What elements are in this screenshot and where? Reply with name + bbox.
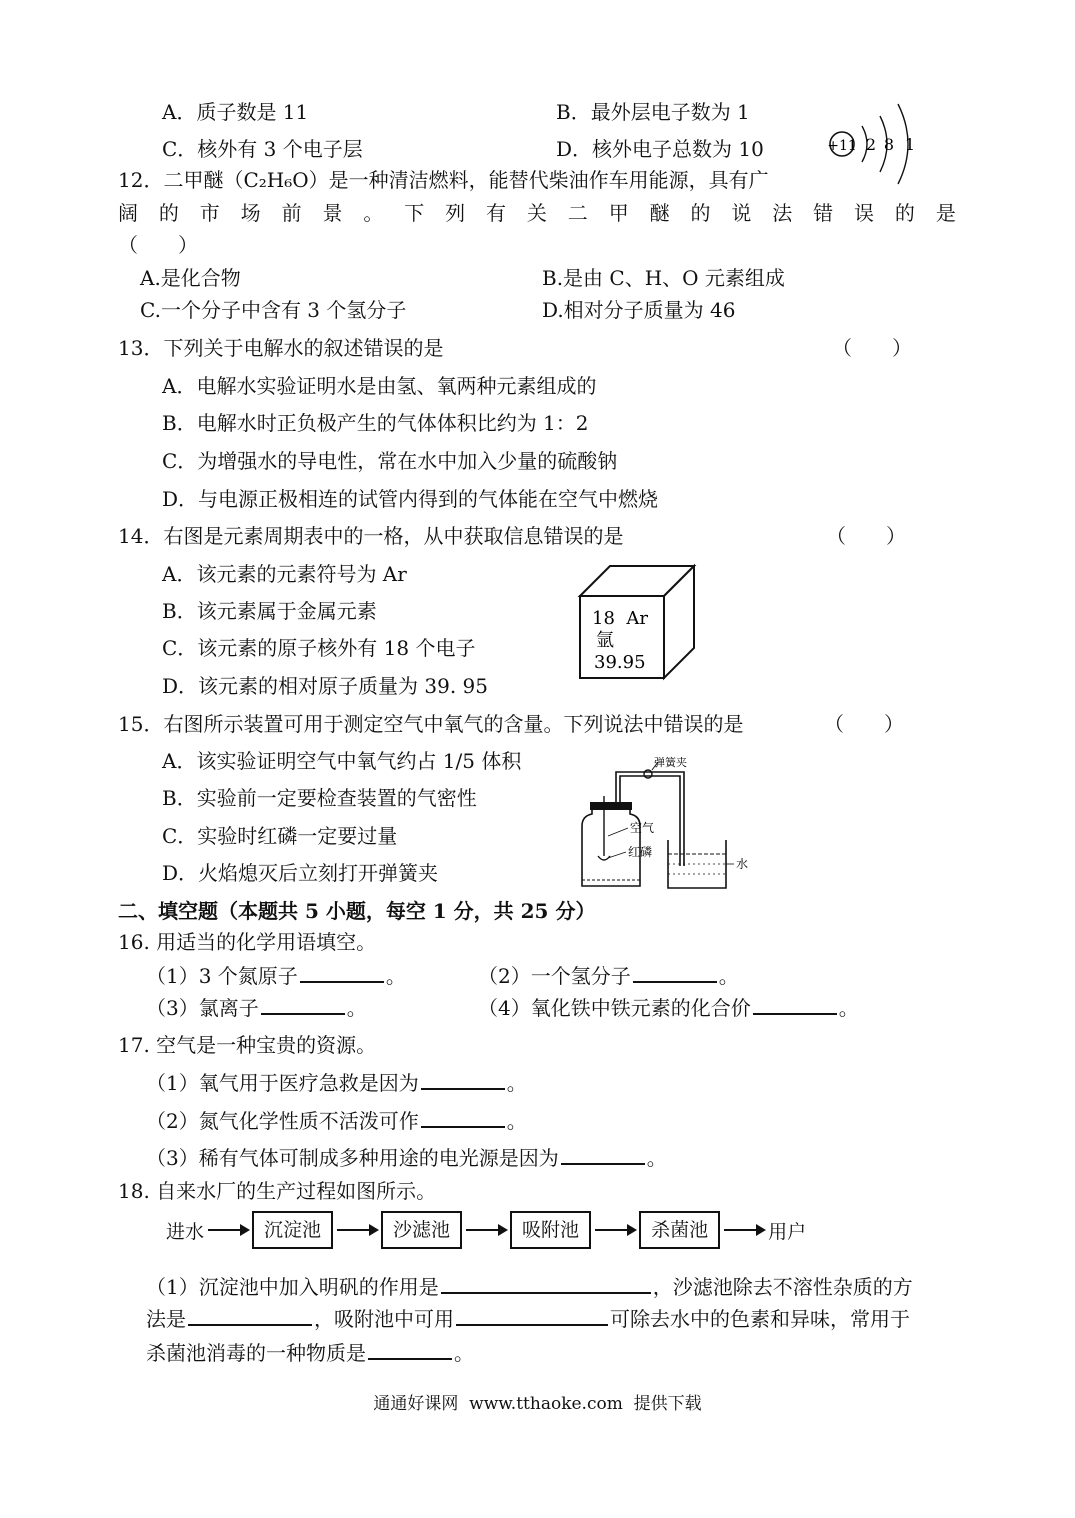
q16-item-4-text: （4）氧化铁中铁元素的化合价 bbox=[478, 996, 751, 1020]
q12-option-a: A.是化合物 bbox=[140, 266, 241, 290]
answer-blank[interactable] bbox=[188, 1304, 312, 1326]
q14-answer-paren: （ ） bbox=[826, 524, 906, 548]
q18-line-1-a: （1）沉淀池中加入明矾的作用是 bbox=[146, 1275, 439, 1299]
q18-line-1-b: ，沙滤池除去不溶性杂质的方 bbox=[652, 1275, 913, 1299]
q12-char: 关 bbox=[526, 201, 547, 225]
answer-blank[interactable] bbox=[561, 1143, 645, 1165]
page-footer: 通通好课网 www.tthaoke.com 提供下载 bbox=[373, 1394, 702, 1414]
q12-char: 的 bbox=[894, 201, 915, 225]
q15-option-b: B．实验前一定要检查装置的气密性 bbox=[162, 786, 477, 810]
flow-arrow bbox=[337, 1229, 377, 1231]
q16-item-2-text: （2）一个氢分子 bbox=[478, 964, 631, 988]
q16-item-4 bbox=[478, 993, 859, 1022]
q12-char: 景 bbox=[322, 201, 343, 225]
q12-char: 二 bbox=[567, 201, 588, 225]
q13-answer-paren: （ ） bbox=[832, 336, 912, 360]
q16-item-1-text: （1）3 个氮原子 bbox=[146, 964, 298, 988]
q12-char: 前 bbox=[281, 201, 302, 225]
answer-blank[interactable] bbox=[421, 1068, 505, 1090]
flow-step-sedimentation: 沉淀池 bbox=[252, 1211, 333, 1249]
q15-option-d: D．火焰熄灭后立刻打开弹簧夹 bbox=[162, 861, 439, 885]
q12-char: 法 bbox=[772, 201, 793, 225]
q17-item-1 bbox=[146, 1068, 527, 1097]
oxygen-measurement-apparatus bbox=[576, 756, 756, 892]
element-name: 氩 bbox=[596, 630, 614, 651]
water-process-flowchart bbox=[166, 1211, 806, 1249]
answer-blank[interactable] bbox=[421, 1106, 505, 1128]
flow-step-sand-filter: 沙滤池 bbox=[381, 1211, 462, 1249]
q18-line-2 bbox=[146, 1304, 910, 1333]
q16-item-3-text: （3）氯离子 bbox=[146, 996, 259, 1020]
section-title: 二、填空题（本题共 5 小题，每空 1 分，共 25 分） bbox=[118, 899, 596, 923]
answer-blank[interactable] bbox=[261, 993, 345, 1015]
q17-item-1-text: （1）氧气用于医疗急救是因为 bbox=[146, 1071, 419, 1095]
q12-char: 误 bbox=[854, 201, 875, 225]
q12-char: 下 bbox=[404, 201, 425, 225]
q12-char: 甲 bbox=[608, 201, 629, 225]
q12-char: 的 bbox=[158, 201, 179, 225]
q12-char: 场 bbox=[240, 201, 261, 225]
q16-item-2 bbox=[478, 961, 739, 990]
q16-stem: 16. 用适当的化学用语填空。 bbox=[118, 930, 377, 954]
q17-item-3 bbox=[146, 1143, 667, 1172]
air-label: 空气 bbox=[630, 821, 655, 835]
q18-line-1 bbox=[146, 1272, 913, 1301]
q17-item-1-end: 。 bbox=[506, 1071, 527, 1095]
q12-char: 是 bbox=[935, 201, 956, 225]
q18-line-2-c: 可除去水中的色素和异味，常用于 bbox=[610, 1307, 910, 1331]
q11-option-b: B．最外层电子数为 1 bbox=[556, 100, 750, 124]
flow-arrow bbox=[466, 1229, 506, 1231]
q16-item-3-end: 。 bbox=[346, 996, 367, 1020]
q16-item-1-end: 。 bbox=[385, 964, 406, 988]
q17-item-2-text: （2）氮气化学性质不活泼可作 bbox=[146, 1109, 419, 1133]
q12-stem-justified bbox=[118, 199, 956, 227]
answer-blank[interactable] bbox=[300, 961, 384, 983]
q16-item-2-end: 。 bbox=[718, 964, 739, 988]
q14-option-d: D．该元素的相对原子质量为 39. 95 bbox=[162, 674, 489, 698]
answer-blank[interactable] bbox=[456, 1304, 608, 1326]
q13-option-c: C．为增强水的导电性，常在水中加入少量的硫酸钠 bbox=[162, 449, 618, 473]
phosphorus-label: 红磷 bbox=[628, 845, 653, 859]
q12-char: 的 bbox=[690, 201, 711, 225]
atom-nucleus-charge: +11 bbox=[827, 138, 857, 154]
clamp-label: 弹簧夹 bbox=[654, 756, 687, 769]
q15-answer-paren: （ ） bbox=[824, 712, 904, 736]
flow-step-adsorption: 吸附池 bbox=[510, 1211, 591, 1249]
q11-option-d: D．核外电子总数为 10 bbox=[556, 137, 764, 161]
atom-shell-2: 8 bbox=[883, 135, 895, 154]
q14-stem: 14．右图是元素周期表中的一格，从中获取信息错误的是 bbox=[118, 524, 624, 548]
q18-line-2-b: ，吸附池中可用 bbox=[314, 1307, 454, 1331]
q17-item-2 bbox=[146, 1106, 527, 1135]
q18-line-3-a: 杀菌池消毒的一种物质是 bbox=[146, 1341, 366, 1365]
q12-char: 列 bbox=[445, 201, 466, 225]
q12-char: 说 bbox=[731, 201, 752, 225]
q17-item-2-end: 。 bbox=[506, 1109, 527, 1133]
atom-shell-3: 1 bbox=[904, 135, 916, 154]
q16-item-3 bbox=[146, 993, 367, 1022]
q17-item-3-end: 。 bbox=[646, 1146, 667, 1170]
q12-char: 。 bbox=[363, 201, 384, 225]
q12-char: 醚 bbox=[649, 201, 670, 225]
q12-option-d: D.相对分子质量为 46 bbox=[542, 298, 736, 322]
q12-char: 错 bbox=[813, 201, 834, 225]
q11-option-c: C．核外有 3 个电子层 bbox=[162, 137, 363, 161]
element-mass: 39.95 bbox=[594, 652, 646, 673]
q14-option-b: B．该元素属于金属元素 bbox=[162, 599, 377, 623]
q12-option-c: C.一个分子中含有 3 个氢分子 bbox=[140, 298, 407, 322]
q17-stem: 17. 空气是一种宝贵的资源。 bbox=[118, 1033, 377, 1057]
q15-stem: 15．右图所示装置可用于测定空气中氧气的含量。下列说法中错误的是 bbox=[118, 712, 744, 736]
water-label: 水 bbox=[736, 857, 749, 871]
q15-option-a: A．该实验证明空气中氧气约占 1/5 体积 bbox=[162, 749, 522, 773]
answer-blank[interactable] bbox=[441, 1272, 651, 1294]
q13-option-a: A．电解水实验证明水是由氢、氧两种元素组成的 bbox=[162, 374, 597, 398]
q12-char: 阔 bbox=[118, 201, 138, 225]
q11-option-a: A．质子数是 11 bbox=[162, 100, 309, 124]
q12-stem: 12．二甲醚（C₂H₆O）是一种清洁燃料，能替代柴油作车用能源，具有广 bbox=[118, 168, 769, 192]
flow-step-disinfection: 杀菌池 bbox=[639, 1211, 720, 1249]
atom-shell-1: 2 bbox=[865, 135, 877, 154]
element-number-symbol: 18 Ar bbox=[592, 608, 648, 629]
q18-stem: 18. 自来水厂的生产过程如图所示。 bbox=[118, 1179, 437, 1203]
q17-item-3-text: （3）稀有气体可制成多种用途的电光源是因为 bbox=[146, 1146, 559, 1170]
answer-blank[interactable] bbox=[633, 961, 717, 983]
q16-item-1 bbox=[146, 961, 406, 990]
q13-stem: 13．下列关于电解水的叙述错误的是 bbox=[118, 336, 444, 360]
flow-arrow bbox=[724, 1229, 764, 1231]
flow-arrow bbox=[208, 1229, 248, 1231]
q18-line-3-b: 。 bbox=[454, 1341, 474, 1365]
answer-blank[interactable] bbox=[753, 993, 837, 1015]
q12-option-b: B.是由 C、H、O 元素组成 bbox=[542, 266, 785, 290]
q14-option-c: C．该元素的原子核外有 18 个电子 bbox=[162, 636, 476, 660]
q15-option-c: C．实验时红磷一定要过量 bbox=[162, 824, 398, 848]
flow-arrow bbox=[595, 1229, 635, 1231]
q18-line-3 bbox=[146, 1338, 474, 1367]
q16-item-4-end: 。 bbox=[838, 996, 859, 1020]
q13-option-d: D．与电源正极相连的试管内得到的气体能在空气中燃烧 bbox=[162, 487, 659, 511]
q12-char: 有 bbox=[486, 201, 507, 225]
q18-line-2-a: 法是 bbox=[146, 1307, 186, 1331]
q12-char: 市 bbox=[199, 201, 220, 225]
answer-blank[interactable] bbox=[368, 1338, 452, 1360]
periodic-table-cell bbox=[576, 562, 700, 684]
q13-option-b: B．电解水时正负极产生的气体体积比约为 1：2 bbox=[162, 411, 589, 435]
q14-option-a: A．该元素的元素符号为 Ar bbox=[162, 562, 407, 586]
flow-end-label: 用户 bbox=[768, 1220, 807, 1243]
q12-answer-paren: （ ） bbox=[118, 233, 198, 257]
atom-structure-diagram bbox=[826, 96, 926, 192]
flow-start-label: 进水 bbox=[166, 1220, 205, 1243]
